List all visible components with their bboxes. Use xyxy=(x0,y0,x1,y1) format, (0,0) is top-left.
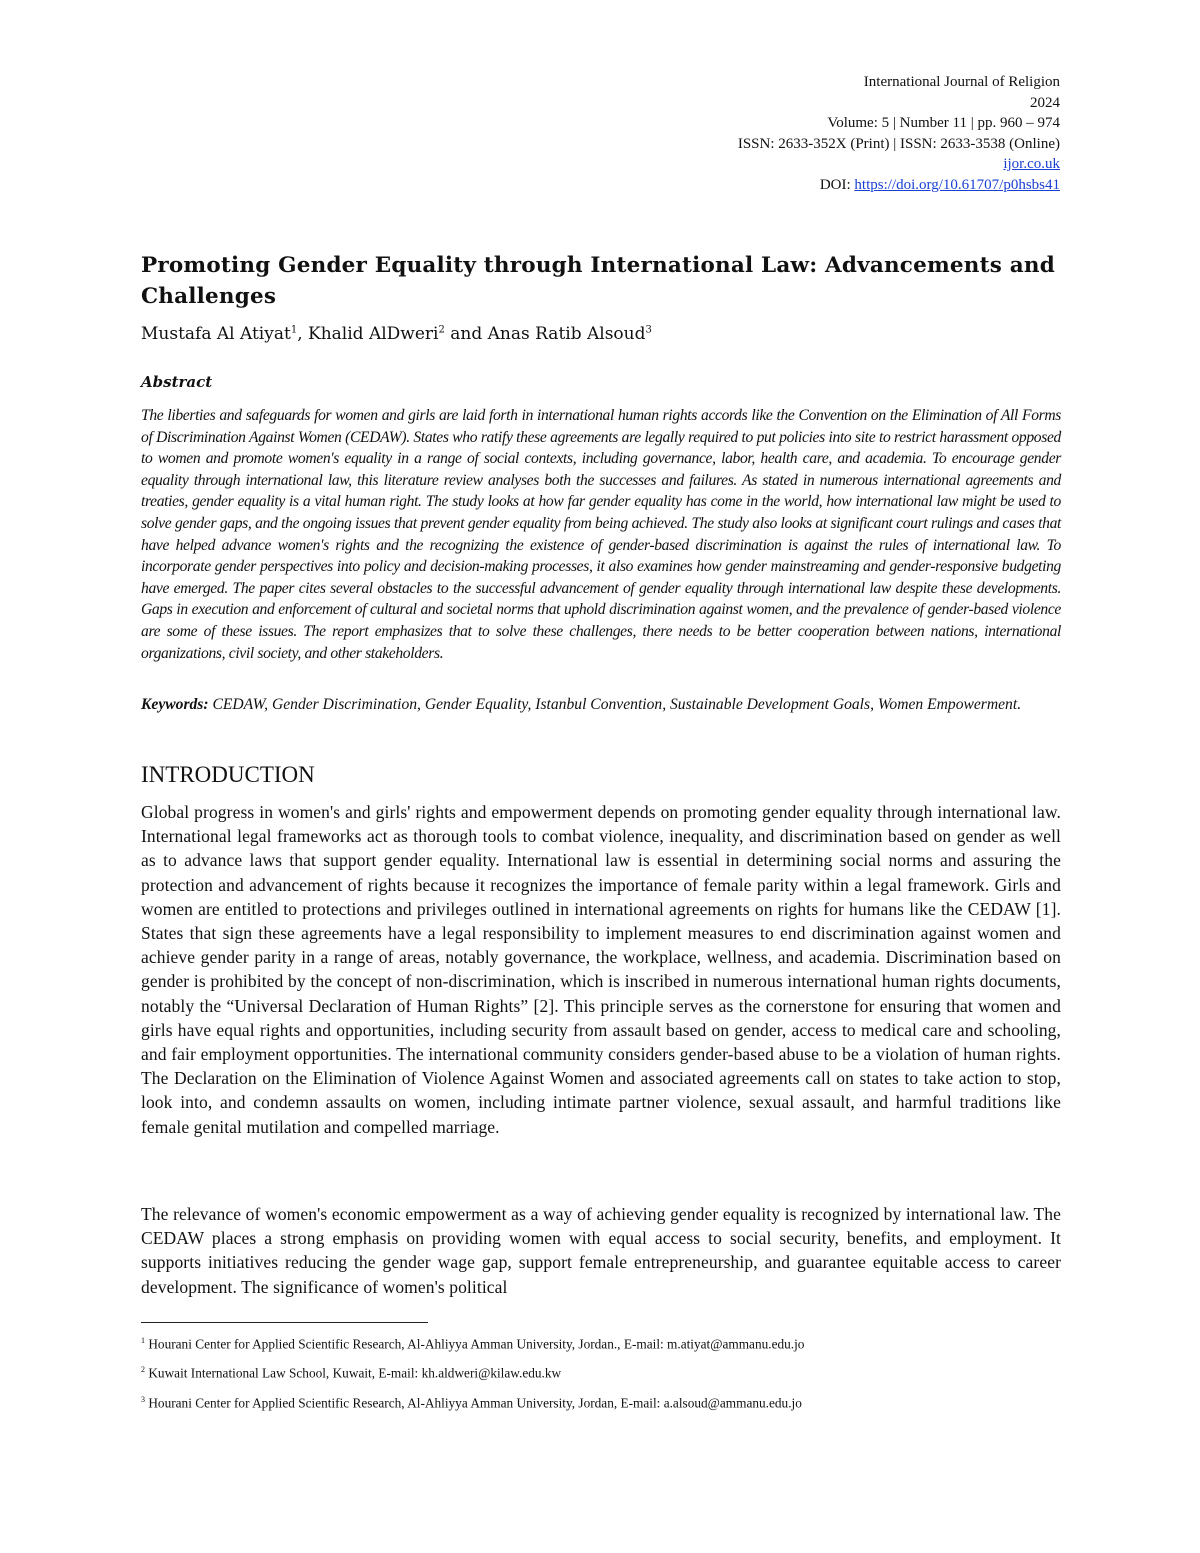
footnote-separator xyxy=(141,1322,428,1323)
body-paragraph: Global progress in women's and girls' rights and empowerment depends on promoting gender equality through international law. International legal frameworks act as thorough tools to combat violence, inequality, and discrimination based on gender as well as to advance laws that support gender equality. International law is essential in determining social norms and assuring the protection and advancement of rights because it recognizes the importance of female parity within a legal framework. Girls and women are entitled to protections and privileges outlined in international agreements on rights for humans like the CEDAW [1]. States that sign these agreements have a legal responsibility to implement measures to end discrimination against women and achieve gender parity in a range of areas, notably governance, the workplace, wellness, and academia. Discrimination based on gender is prohibited by the concept of non-discrimination, which is inscribed in numerous international human rights documents, notably the “Universal Declaration of Human Rights” [2]. This principle serves as the cornerstone for ensuring that women and girls have equal rights and opportunities, including security from assault based on gender, access to medical care and schooling, and fair employment opportunities. The international community considers gender-based abuse to be a violation of human rights. The Declaration on the Elimination of Violence Against Women and associated agreements call on states to take action to stop, look into, and condemn assaults on women, including intimate partner violence, sexual assault, and harmful traditions like female genital mutilation and compelled marriage. xyxy=(141,802,1061,1137)
section-heading-introduction: INTRODUCTION xyxy=(141,762,315,787)
author-affiliation-mark: 3 xyxy=(645,324,652,336)
author-name: Mustafa Al Atiyat xyxy=(141,324,291,344)
author-list xyxy=(141,324,652,344)
author-affiliation-mark: 2 xyxy=(438,324,445,336)
abstract-heading: Abstract xyxy=(141,373,213,391)
footnote xyxy=(141,1365,561,1381)
author-name: Khalid AlDweri xyxy=(308,324,439,344)
doi-label: DOI: xyxy=(819,176,855,193)
journal-issn: ISSN: 2633-352X (Print) | ISSN: 2633-3538 (Online) xyxy=(737,135,1060,152)
journal-website-link[interactable]: ijor.co.uk xyxy=(1003,156,1060,172)
paper-title: Promoting Gender Equality through International Law: Advancements and Challenges xyxy=(141,253,1055,309)
footnote-text: Hourani Center for Applied Scientific Research, Al-Ahliyya Amman University, Jordan, E-mail: a.alsoud@ammanu.edu.jo xyxy=(145,1395,802,1411)
keywords-text: CEDAW, Gender Discrimination, Gender Equality, Istanbul Convention, Sustainable Development Goals, Women Empowerment. xyxy=(208,696,1022,713)
journal-name: International Journal of Religion xyxy=(863,74,1060,90)
footnote xyxy=(141,1336,804,1352)
footnote xyxy=(141,1395,802,1411)
footnote-text: Kuwait International Law School, Kuwait, E-mail: kh.aldweri@kilaw.edu.kw xyxy=(145,1365,562,1381)
journal-header xyxy=(738,72,1060,195)
author-affiliation-mark: 1 xyxy=(290,324,298,336)
footnote-mark: 3 xyxy=(141,1395,145,1404)
author-name: Anas Ratib Alsoud xyxy=(487,324,646,344)
author-separator: , xyxy=(297,324,308,344)
abstract-text: The liberties and safeguards for women and girls are laid forth in international human rights accords like the Convention on the Elimination of All Forms of Discrimination Against Women (CEDAW). States who ratify these agreements are legally required to put policies into site to restrict harassment opposed to women and promote women's equality in a range of social contexts, including governance, labor, health care, and academia. To encourage gender equality through international law, this literature review analyses both the successes and failures. As stated in numerous international agreements and treaties, gender equality is a vital human right. The study looks at how far gender equality has come in the world, how international law might be used to solve gender gaps, and the ongoing issues that prevent gender equality from being achieved. The study also looks at significant court rulings and cases that have helped advance women's rights and the recognizing the existence of gender-based discrimination is against the rules of international law. To incorporate gender perspectives into policy and decision-making processes, it also examines how gender mainstreaming and gender-responsive budgeting have emerged. The paper cites several obstacles to the successful advancement of gender equality through international law despite these developments. Gaps in execution and enforcement of cultural and societal norms that uphold discrimination against women, and the prevalence of gender-based violence are some of these issues. The report emphasizes that to solve these challenges, there needs to be better cooperation between nations, international organizations, civil society, and other stakeholders. xyxy=(141,407,1061,662)
body-paragraph: The relevance of women's economic empowerment as a way of achieving gender equality is recognized by international law. The CEDAW places a strong emphasis on providing women with equal access to social security, benefits, and employment. It supports initiatives reducing the gender wage gap, support female entrepreneurship, and guarantee equitable access to career development. The significance of women's political xyxy=(141,1204,1061,1297)
journal-year: 2024 xyxy=(1030,94,1060,111)
footnote-text: Hourani Center for Applied Scientific Research, Al-Ahliyya Amman University, Jordan., E-mail: m.atiyat@ammanu.edu.jo xyxy=(145,1336,805,1352)
footnote-mark: 2 xyxy=(141,1365,145,1374)
keywords-label: Keywords: xyxy=(141,696,209,713)
keywords xyxy=(141,694,1061,716)
doi-link[interactable]: https://doi.org/10.61707/p0hsbs41 xyxy=(854,176,1060,193)
author-separator: and xyxy=(444,324,488,344)
journal-volume: Volume: 5 | Number 11 | pp. 960 – 974 xyxy=(827,115,1060,131)
footnote-mark: 1 xyxy=(141,1336,145,1345)
doi-line xyxy=(738,175,1060,196)
